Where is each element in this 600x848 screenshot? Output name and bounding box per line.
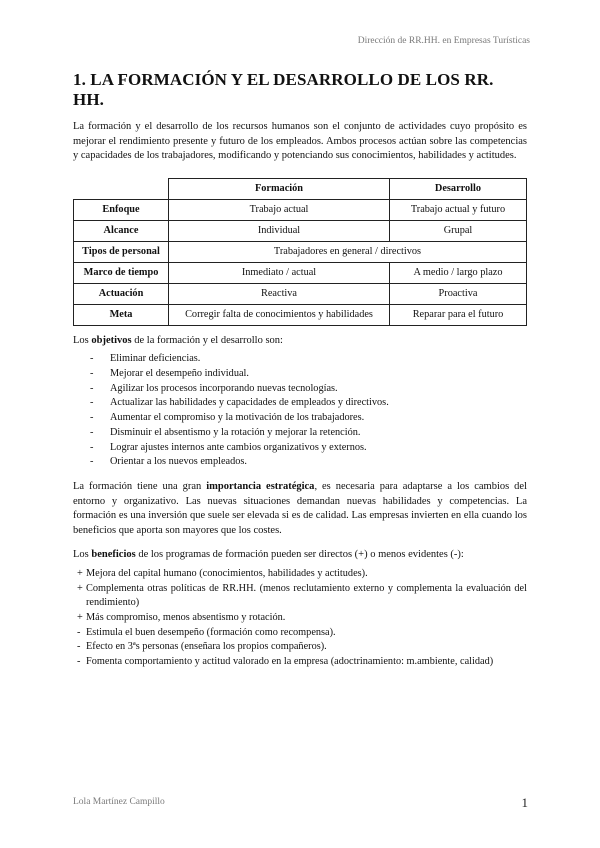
dash-bullet: -: [90, 397, 94, 409]
dash-bullet: -: [90, 382, 94, 394]
list-item: - Efecto en 3ªs personas (enseñara los propios compañeros).: [73, 640, 527, 655]
running-header: Dirección de RR.HH. en Empresas Turísticas: [357, 36, 530, 46]
objectives-list: [73, 352, 527, 470]
dash-bullet: -: [90, 456, 94, 468]
list-item: + Complementa otras políticas de RR.HH. (menos reclutamiento externo y complementa la evaluación del rendimiento): [77, 582, 527, 609]
footer-author: Lola Martínez Campillo: [73, 797, 165, 807]
cell-desarrollo: Proactiva: [390, 283, 527, 304]
row-label: Alcance: [74, 220, 169, 241]
strategic-keyword: importancia estratégica: [206, 481, 315, 492]
list-item: - Lograr ajustes internos ante cambios organizativos y externos.: [73, 441, 527, 456]
cell-formacion: Trabajo actual: [169, 199, 390, 220]
list-item: - Orientar a los nuevos empleados.: [73, 455, 527, 470]
cell-formacion: Individual: [169, 220, 390, 241]
table-row: [74, 199, 527, 220]
benefits-list: [73, 567, 527, 670]
table-row: [74, 241, 527, 262]
objectives-intro: Los objetivos de la formación y el desarrollo son:: [73, 334, 283, 346]
benefits-keyword: beneficios: [91, 549, 136, 561]
cell-formacion: Inmediato / actual: [169, 262, 390, 283]
dash-bullet: -: [90, 426, 94, 438]
row-label: Enfoque: [74, 199, 169, 220]
cell-merged: Trabajadores en general / directivos: [169, 241, 527, 262]
strategic-paragraph: La formación tiene una gran importancia estratégica, es necesaria para adaptarse a los cambios del entorno y organizativo. Las nuevas situaciones demandan nuevas habilidades y competencias. La formación es una inversión que suele ser elevada si es de calidad. Las empresas invierten en ella cuando los beneficios que aporta son mayores que los costes.: [73, 481, 527, 536]
benefit-sign: -: [77, 626, 81, 638]
cell-desarrollo: Grupal: [390, 220, 527, 241]
cell-desarrollo: Reparar para el futuro: [390, 304, 527, 325]
list-item: + Más compromiso, menos absentismo y rotación.: [73, 611, 527, 626]
dash-bullet: -: [90, 441, 94, 453]
table-row: [74, 220, 527, 241]
row-label: Actuación: [74, 283, 169, 304]
cell-formacion: Corregir falta de conocimientos y habilidades: [169, 304, 390, 325]
page-content: [73, 70, 527, 670]
dash-bullet: -: [90, 412, 94, 424]
cell-desarrollo: Trabajo actual y futuro: [390, 199, 527, 220]
list-item: - Actualizar las habilidades y capacidades de empleados y directivos.: [73, 396, 527, 411]
benefit-sign: -: [77, 641, 81, 653]
cell-desarrollo: A medio / largo plazo: [390, 262, 527, 283]
benefit-sign: +: [77, 582, 83, 594]
list-item: + Mejora del capital humano (conocimientos, habilidades y actitudes).: [73, 567, 527, 582]
list-item: - Mejorar el desempeño individual.: [73, 367, 527, 382]
table-row: [74, 262, 527, 283]
objectives-keyword: objetivos: [91, 334, 132, 346]
benefit-sign: +: [77, 567, 83, 579]
table-corner-cell: [74, 178, 169, 199]
table-row: [74, 304, 527, 325]
benefit-sign: +: [77, 612, 83, 624]
table-header-row: [74, 178, 527, 199]
benefit-sign: -: [77, 656, 81, 668]
section-title: 1. LA FORMACIÓN Y EL DESARROLLO DE LOS RR. HH.: [73, 70, 494, 109]
page-number: 1: [521, 795, 528, 810]
column-header-formacion: Formación: [169, 178, 390, 199]
list-item: - Fomenta comportamiento y actitud valorado en la empresa (adoctrinamiento: m.ambiente, calidad): [73, 655, 527, 670]
row-label: Marco de tiempo: [74, 262, 169, 283]
column-header-desarrollo: Desarrollo: [390, 178, 527, 199]
list-item: - Estimula el buen desempeño (formación como recompensa).: [73, 626, 527, 641]
list-item: - Disminuir el absentismo y la rotación y mejorar la retención.: [73, 426, 527, 441]
dash-bullet: -: [90, 368, 94, 380]
intro-paragraph: La formación y el desarrollo de los recursos humanos son el conjunto de actividades cuyo propósito es mejorar el rendimiento presente y futuro de los empleados. Ambos procesos actúan sobre las competencias y capacidades de los trabajadores, modificando y potenciando sus conocimientos, habilidades y actitudes.: [73, 121, 527, 162]
list-item: - Agilizar los procesos incorporando nuevas tecnologías.: [73, 382, 527, 397]
list-item: - Aumentar el compromiso y la motivación de los trabajadores.: [73, 411, 527, 426]
row-label: Meta: [74, 304, 169, 325]
cell-formacion: Reactiva: [169, 283, 390, 304]
row-label: Tipos de personal: [74, 241, 169, 262]
table-row: [74, 283, 527, 304]
benefits-intro: Los beneficios de los programas de formación pueden ser directos (+) o menos evidentes (-):: [73, 549, 464, 561]
comparison-table: [73, 178, 527, 326]
list-item: - Eliminar deficiencias.: [73, 352, 527, 367]
dash-bullet: -: [90, 353, 94, 365]
